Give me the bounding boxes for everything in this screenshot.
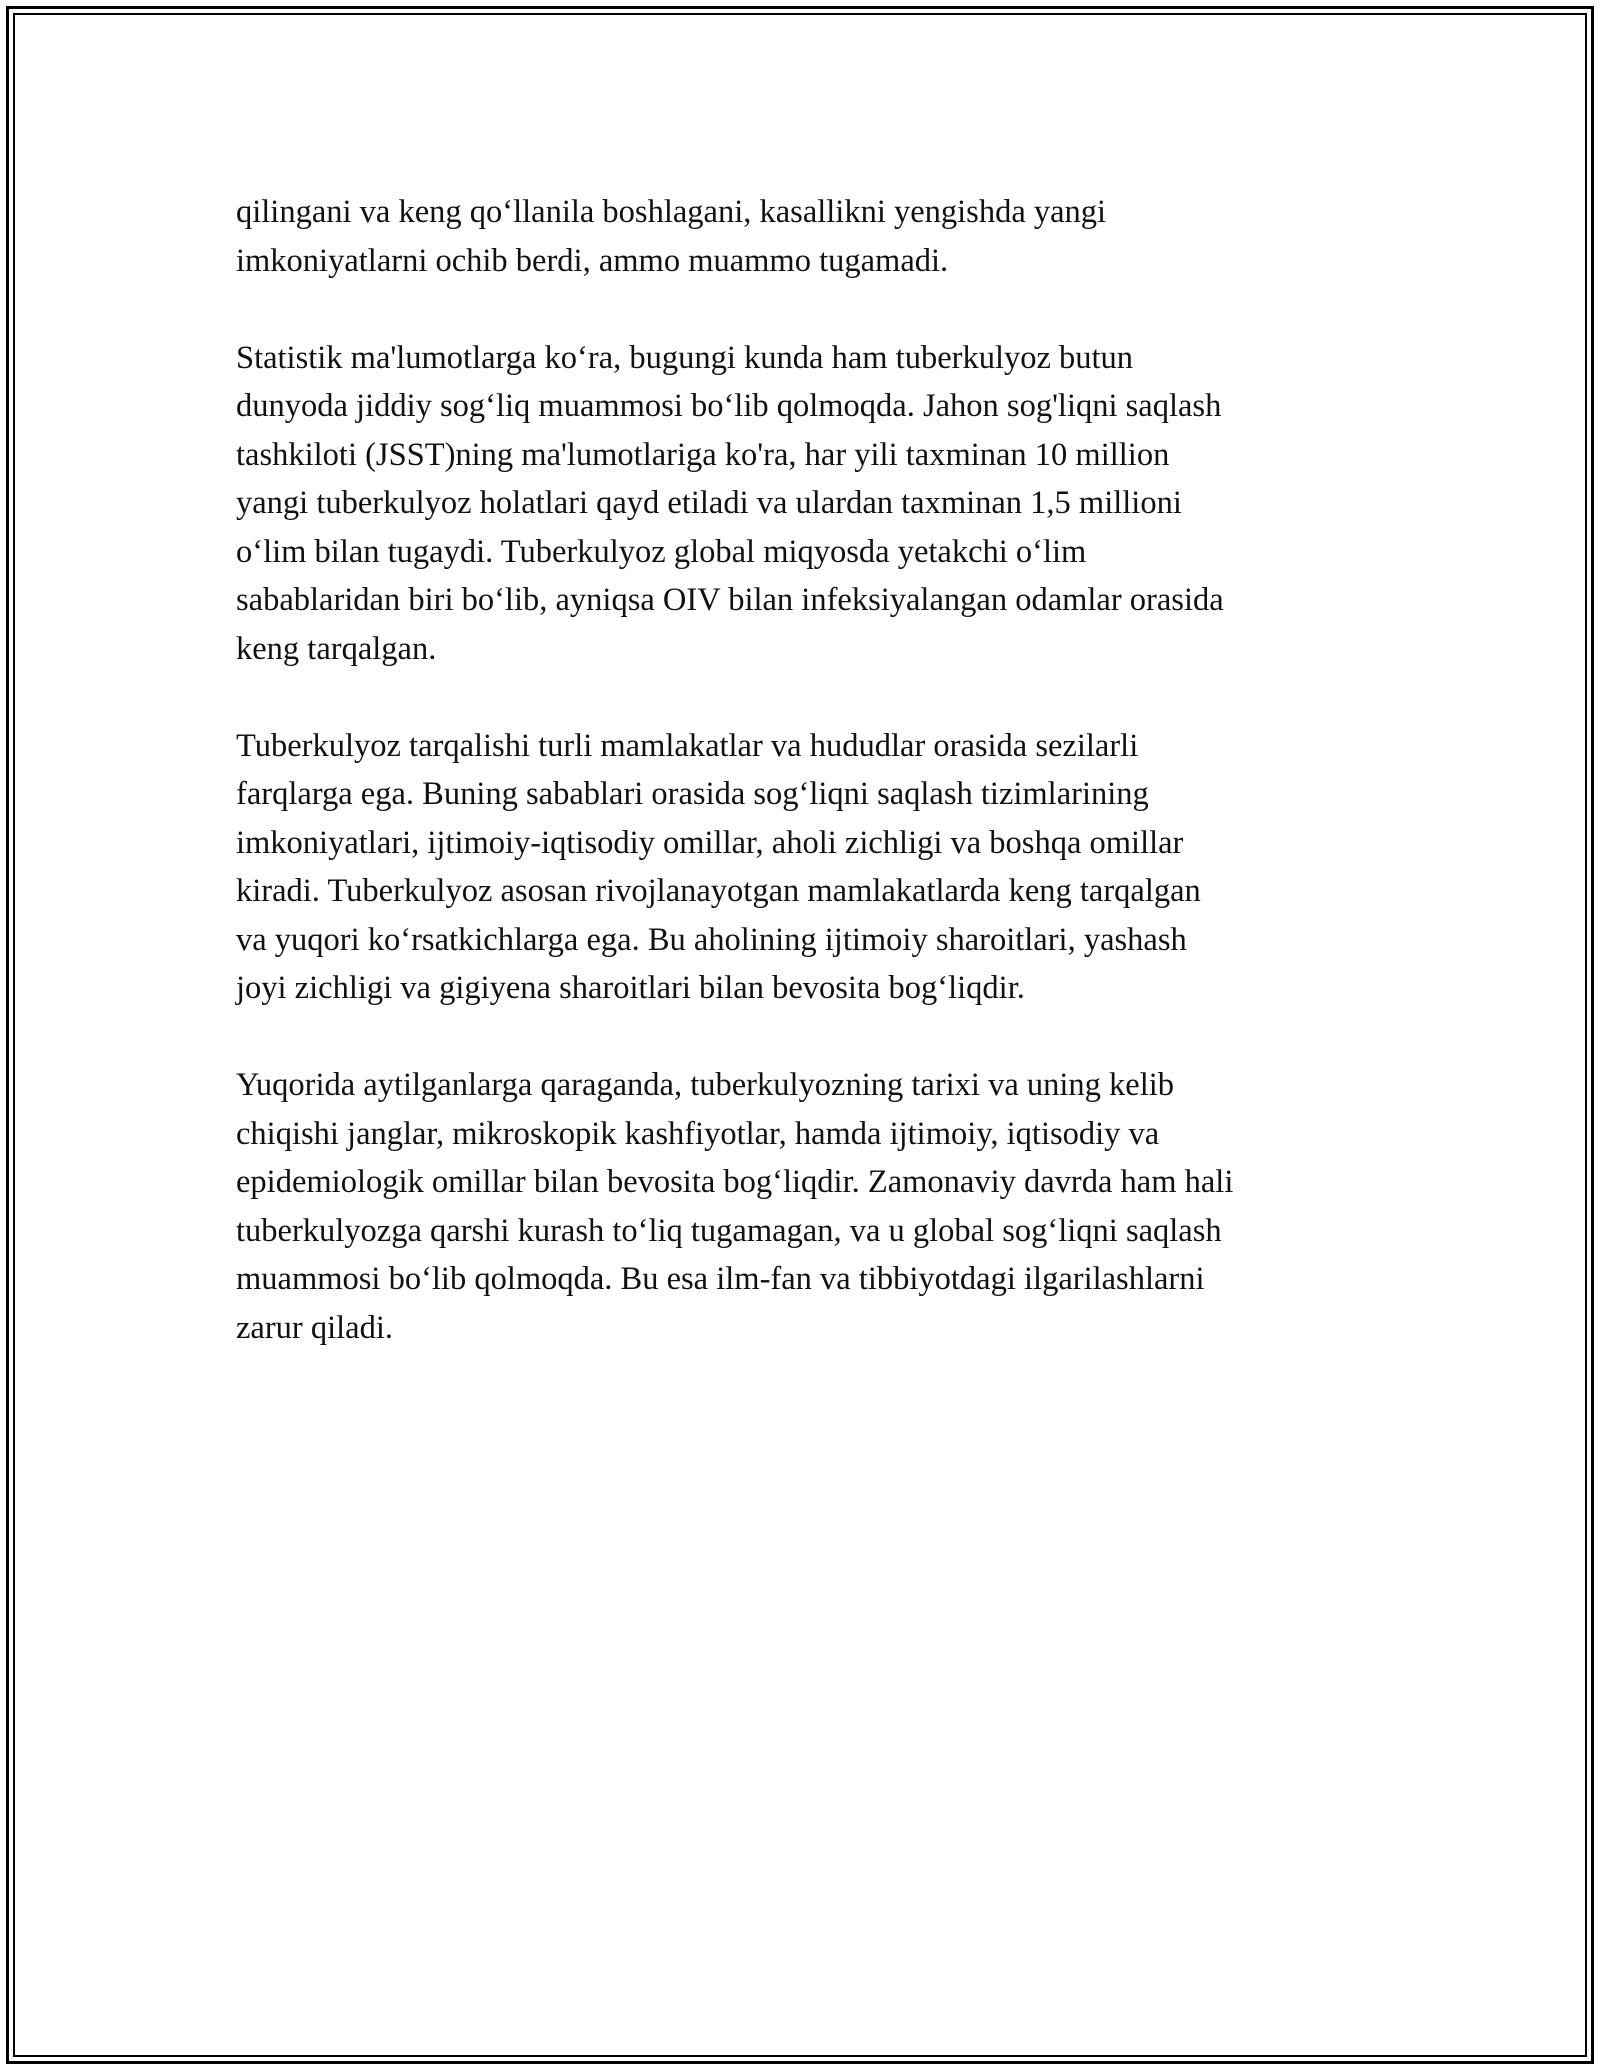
text-line: zarur qiladi. — [236, 1309, 394, 1346]
text-line: imkoniyatlari, ijtimoiy-iqtisodiy omillar, aholi zichligi va boshqa omillar — [236, 824, 1184, 861]
document-body — [236, 188, 1376, 1401]
text-line: Tuberkulyoz tarqalishi turli mamlakatlar va hududlar orasida sezilarli — [236, 727, 1139, 764]
text-line: keng tarqalgan. — [236, 630, 437, 667]
text-line: tashkiloti (JSST)ning ma'lumotlariga ko'ra, har yili taxminan 10 million — [236, 436, 1170, 473]
text-line: va yuqori ko‘rsatkichlarga ega. Bu aholining ijtimoiy sharoitlari, yashash — [236, 921, 1187, 958]
text-line: qilingani va keng qo‘llanila boshlagani, kasallikni yengishda yangi — [236, 194, 1107, 230]
paragraph-2 — [236, 334, 1376, 674]
text-line: Yuqorida aytilganlarga qaraganda, tuberkulyozning tarixi va uning kelib — [236, 1067, 1175, 1103]
paragraph-1 — [236, 188, 1376, 285]
text-line: imkoniyatlarni ochib berdi, ammo muammo tugamadi. — [236, 242, 949, 279]
text-line: farqlarga ega. Buning sabablari orasida sog‘liqni saqlash tizimlarining — [236, 776, 1149, 812]
text-line: o‘lim bilan tugaydi. Tuberkulyoz global miqyosda yetakchi o‘lim — [236, 533, 1087, 570]
text-line: chiqishi janglar, mikroskopik kashfiyotlar, hamda ijtimoiy, iqtisodiy va — [236, 1115, 1160, 1152]
paragraph-4 — [236, 1061, 1376, 1352]
text-line: yangi tuberkulyoz holatlari qayd etiladi va ulardan taxminan 1,5 millioni — [236, 485, 1182, 521]
text-line: sabablaridan biri bo‘lib, ayniqsa OIV bilan infeksiyalangan odamlar orasida — [236, 582, 1224, 618]
text-line: joyi zichligi va gigiyena sharoitlari bilan bevosita bog‘liqdir. — [236, 970, 1025, 1006]
text-line: epidemiologik omillar bilan bevosita bog‘liqdir. Zamonaviy davrda ham hali — [236, 1164, 1234, 1200]
text-line: Statistik ma'lumotlarga ko‘ra, bugungi kunda ham tuberkulyoz butun — [236, 339, 1134, 376]
text-line: tuberkulyozga qarshi kurash to‘liq tugamagan, va u global sog‘liqni saqlash — [236, 1212, 1222, 1249]
text-line: dunyoda jiddiy sog‘liq muammosi bo‘lib qolmoqda. Jahon sog'liqni saqlash — [236, 388, 1222, 424]
text-line: muammosi bo‘lib qolmoqda. Bu esa ilm-fan va tibbiyotdagi ilgarilashlarni — [236, 1261, 1205, 1297]
paragraph-3 — [236, 722, 1376, 1013]
text-line: kiradi. Tuberkulyoz asosan rivojlanayotgan mamlakatlarda keng tarqalgan — [236, 873, 1201, 909]
